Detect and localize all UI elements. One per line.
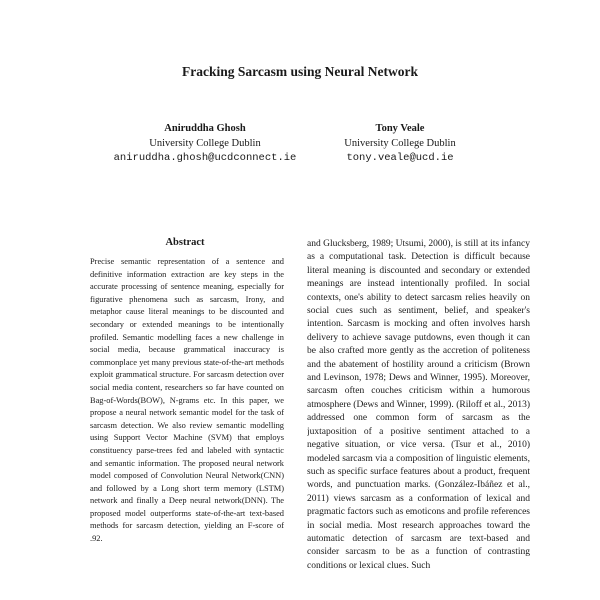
abstract-heading: Abstract: [165, 237, 205, 248]
paper-title: Fracking Sarcasm using Neural Network: [182, 64, 418, 79]
abstract-text: Precise semantic representation of a sentence and definitive information extraction are key steps in the accurate processing of sentence meaning, especially for figurative phenomena such as sarcasm, Irony, and metaphor cause literal meanings to be discounted and secondary or extended meanings to be intentionally profiled. Semantic modelling faces a new challenge in social media, because grammatical inaccuracy is commonplace yet many previous state-of-the-art methods exploit grammatical structure. For sarcasm detection over social media content, researchers so far have counted on Bag-of-Words(BOW), N-grams etc. In this paper, we propose a neural network semantic model for the task of sarcasm detection. We also review semantic modelling using Support Vector Machine (SVM) that employs constituency parse-trees fed and labeled with syntactic and semantic information. The proposed neural network model composed of Convolution Neural Network(CNN) and followed by a Long short term memory (LSTM) network and finally a Deep neural network(DNN). The proposed model outperforms state-of-the-art text-based methods for sarcasm detection, yielding an F-score of .92.: [90, 257, 284, 544]
author-name: Aniruddha Ghosh: [164, 123, 246, 134]
author-email: tony.veale@ucd.ie: [346, 152, 454, 164]
author-affiliation: University College Dublin: [149, 138, 261, 149]
author-affiliation: University College Dublin: [344, 138, 456, 149]
body-text-column: and Glucksberg, 1989; Utsumi, 2000), is still at its infancy as a computational task. Detection is difficult because literal meaning is discounted and secondary or extended meanings are instead intentionally profiled. In social contexts, one's ability to detect sarcasm relies heavily on social cues such as sentiment, belief, and speaker's intention. Sarcasm is mocking and often involves harsh delivery to achieve savage putdowns, even though it can be also crafted more gently as the accretion of politeness and the abatement of hostility around a criticism (Brown and Levinson, 1978; Dews and Winner, 1995). Moreover, sarcasm often couches criticism within a humorous atmosphere (Dews and Winner, 1999). (Riloff et al., 2013) addressed one common form of sarcasm as the juxtaposition of a positive sentiment attached to a negative situation, or vice versa. (Tsur et al., 2010) modeled sarcasm via a composition of linguistic elements, such as specific surface features about a product, frequent words, and punctuation marks. (González-Ibáñez et al., 2011) views sarcasm as a conformation of lexical and pragmatic factors such as emoticons and profile references in social media. Most research approaches toward the automatic detection of sarcasm are text-based and consider sarcasm to be as a function of contrasting conditions or lexical clues. Such: [307, 239, 530, 571]
author-name: Tony Veale: [375, 123, 425, 134]
author-block-1: [95, 121, 315, 166]
author-email: aniruddha.ghosh@ucdconnect.ie: [113, 152, 297, 164]
author-block-2: [300, 121, 500, 166]
